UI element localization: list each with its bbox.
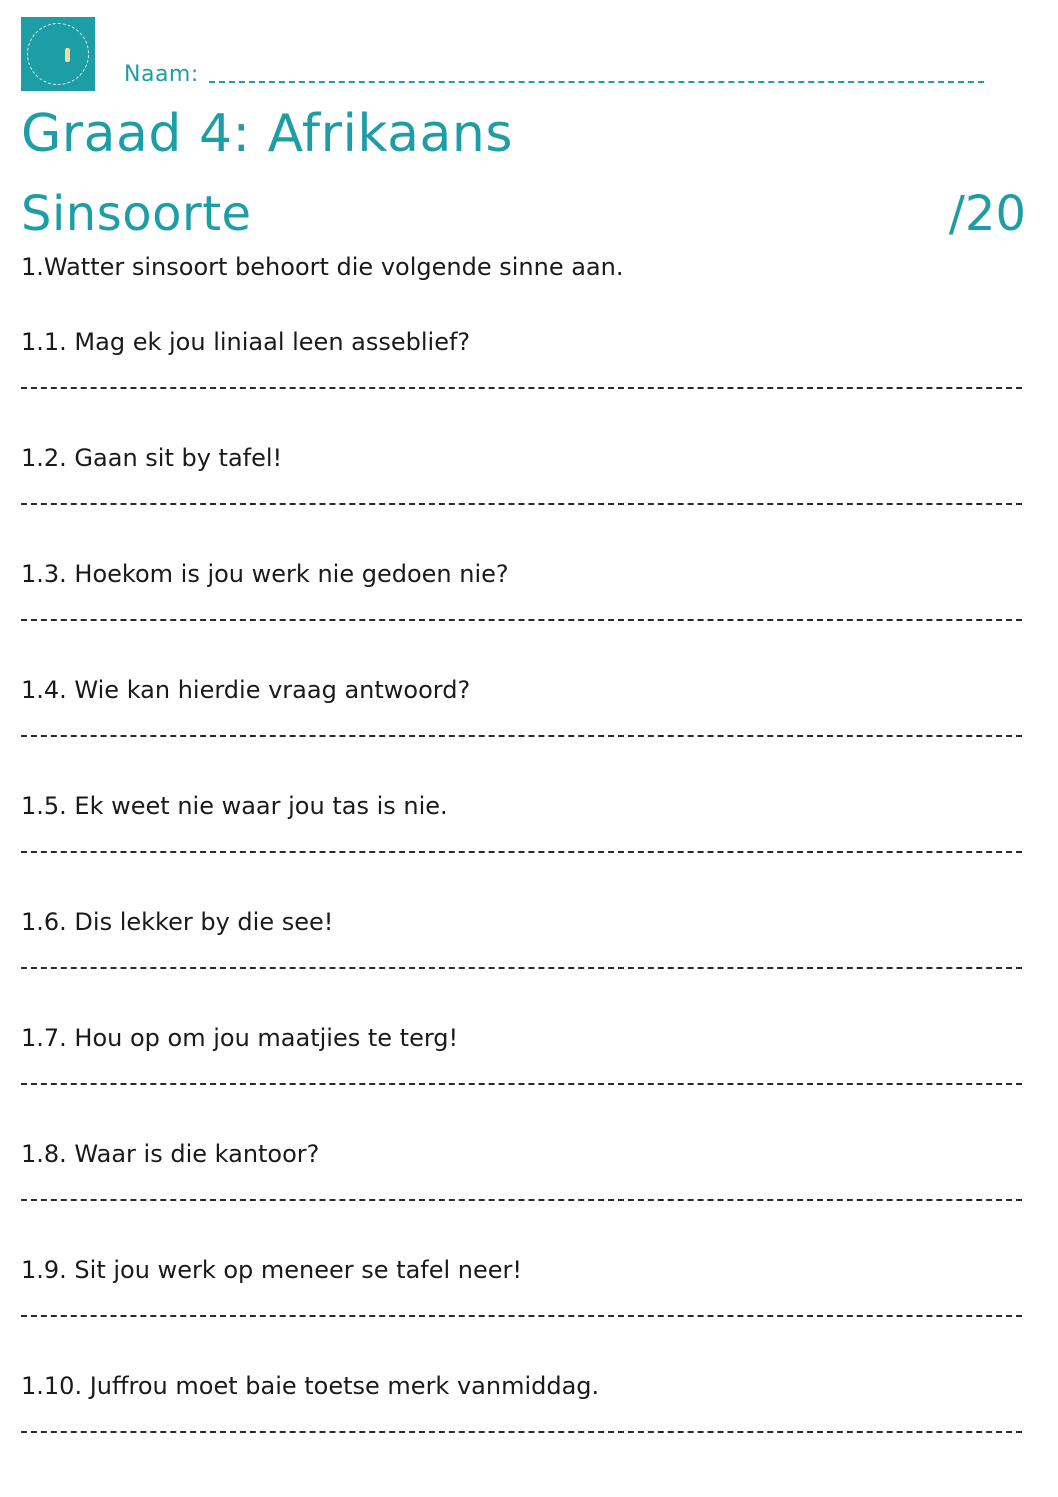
logo-figure [65,48,70,62]
question-text: 1.9. Sit jou werk op meneer se tafel neer! [21,1256,523,1284]
page-title: Graad 4: Afrikaans [21,104,513,164]
score-total: /20 [948,186,1026,242]
question-text: 1.6. Dis lekker by die see! [21,908,334,936]
answer-line[interactable] [21,1199,1022,1201]
question-item [21,906,1022,1022]
question-text: 1.8. Waar is die kantoor? [21,1140,320,1168]
question-text: 1.10. Juffrou moet baie toetse merk vanmiddag. [21,1372,600,1400]
logo-ring [27,23,89,85]
answer-line[interactable] [21,967,1022,969]
question-item [21,674,1022,790]
name-label: Naam: [124,62,199,87]
question-item [21,790,1022,906]
question-text: 1.5. Ek weet nie waar jou tas is nie. [21,792,448,820]
name-field-row [124,58,984,88]
question-item [21,1370,1022,1486]
answer-line[interactable] [21,735,1022,737]
question-text: 1.2. Gaan sit by tafel! [21,444,283,472]
question-item [21,558,1022,674]
instruction-text: 1.Watter sinsoort behoort die volgende sinne aan. [21,253,624,281]
answer-line[interactable] [21,1315,1022,1317]
question-item [21,326,1022,442]
question-text: 1.3. Hoekom is jou werk nie gedoen nie? [21,560,509,588]
answer-line[interactable] [21,851,1022,853]
page-subtitle: Sinsoorte [21,186,252,242]
answer-line[interactable] [21,619,1022,621]
question-text: 1.1. Mag ek jou liniaal leen asseblief? [21,328,471,356]
school-logo-icon [21,17,95,91]
question-item [21,1254,1022,1370]
name-input-line[interactable] [209,81,984,83]
answer-line[interactable] [21,503,1022,505]
question-list [21,326,1022,1486]
question-item [21,1138,1022,1254]
answer-line[interactable] [21,387,1022,389]
answer-line[interactable] [21,1431,1022,1433]
question-text: 1.7. Hou op om jou maatjies te terg! [21,1024,459,1052]
question-item [21,442,1022,558]
question-text: 1.4. Wie kan hierdie vraag antwoord? [21,676,471,704]
question-item [21,1022,1022,1138]
answer-line[interactable] [21,1083,1022,1085]
